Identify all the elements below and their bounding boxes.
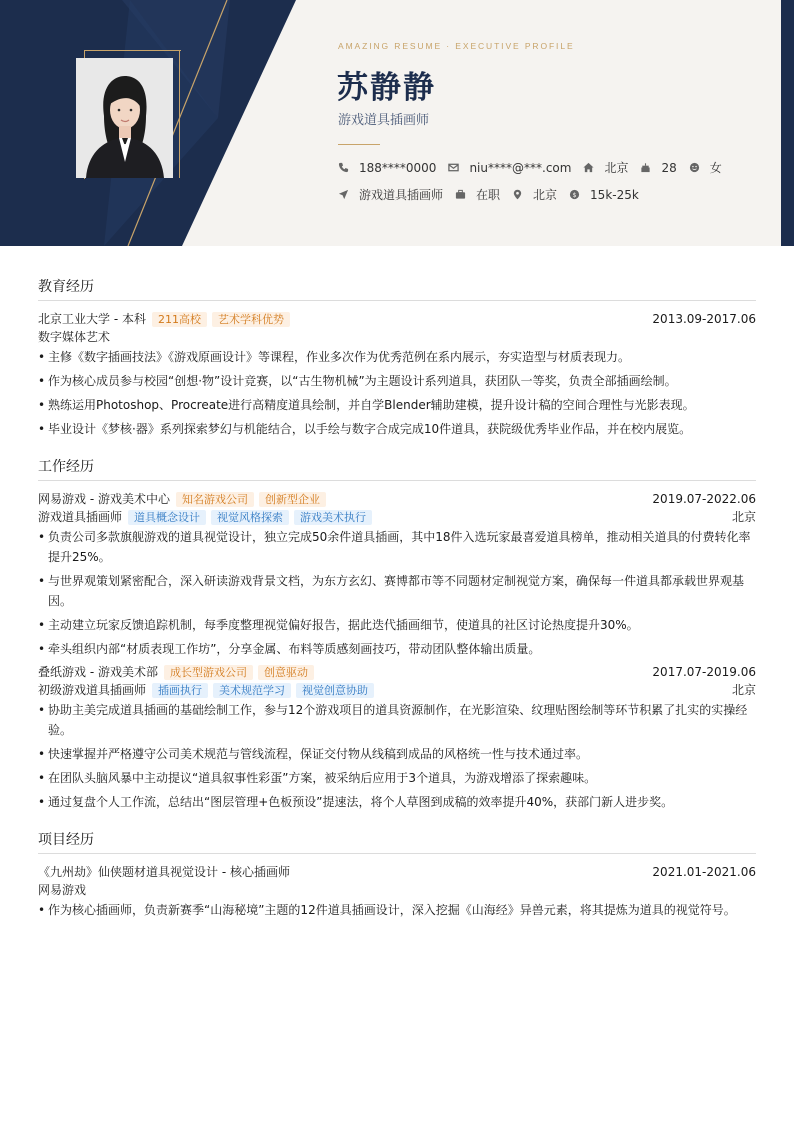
project-bullets [38,900,756,920]
school-tag: 艺术学科优势 [212,312,290,327]
avatar [76,58,173,178]
section-title: 项目经历 [38,829,756,854]
contact-gender: 女 [689,159,722,176]
skill-tag: 美术规范学习 [213,683,291,698]
job-position: 游戏道具插画师 [38,510,123,524]
job-bullets [38,527,756,659]
skill-tag: 道具概念设计 [128,510,206,525]
job-company-row [38,663,756,681]
list-item: • 熟练运用Photoshop、Procreate进行高精度道具绘制，并自学Blender辅助建模，提升设计稿的空间合理性与光影表现。 [38,395,756,415]
resume-header [0,0,794,246]
job-position-row [38,681,756,699]
list-item: • 作为核心插画师，负责新赛季“山海秘境”主题的12件道具插画设计，深入挖掘《山海经》异兽元素，将其提炼为道具的视觉符号。 [38,900,756,920]
job-position-row [38,508,756,526]
contact-email: niu****@***.com [448,161,571,175]
project-company: 网易游戏 [38,883,87,897]
education-section [38,276,756,439]
list-item: • 作为核心成员参与校园“创想·物”设计竞赛，以“古生物机械”为主题设计系列道具，获团队一等奖，负责全部插画绘制。 [38,371,756,391]
list-item: • 牵头组织内部“材质表现工作坊”，分享金属、布料等质感刻画技巧，带动团队整体输出质量。 [38,639,756,659]
skill-tag: 视觉风格探索 [211,510,289,525]
phone-icon [338,162,349,173]
company-tag: 创新型企业 [259,492,326,507]
header-divider [338,144,380,145]
job-intent-row [338,186,651,203]
education-header [38,310,756,328]
salary-icon [569,189,580,200]
photo-frame-edge [179,50,180,178]
skill-tag: 游戏美术执行 [294,510,372,525]
contact-phone: 188****0000 [338,161,436,175]
project-header [38,863,756,881]
company-tag: 成长型游戏公司 [164,665,253,680]
list-item: • 在团队头脑风暴中主动提议“道具叙事性彩蛋”方案，被采纳后应用于3个道具，为游戏增添了探索趣味。 [38,768,756,788]
contact-home: 北京 [583,159,628,176]
job-city: 北京 [731,510,756,524]
home-icon [583,162,594,173]
mail-icon [448,162,459,173]
education-date: 2013.09-2017.06 [652,312,756,326]
list-item: • 主修《数字插画技法》《游戏原画设计》等课程，作业多次作为优秀范例在系内展示，夯实造型与材质表现力。 [38,347,756,367]
intent-city: 北京 [512,186,557,203]
company-name: 叠纸游戏 - 游戏美术部 [38,665,158,679]
list-item: • 负责公司多款旗舰游戏的道具视觉设计，独立完成50余件道具插画，其中18件入选玩家最喜爱道具榜单，推动相关道具的付费转化率提升25%。 [38,527,756,567]
section-title: 教育经历 [38,276,756,301]
job-date: 2017.07-2019.06 [652,665,756,679]
cake-icon [640,162,651,173]
list-item: • 主动建立玩家反馈追踪机制，每季度整理视觉偏好报告，据此迭代插画细节，使道具的社区讨论热度提升30%。 [38,615,756,635]
svg-text:$: $ [572,190,577,199]
send-icon [338,189,349,200]
intent-status: 在职 [455,186,500,203]
company-name: 网易游戏 - 游戏美术中心 [38,492,170,506]
company-tag: 创意驱动 [258,665,314,680]
gender-icon [689,162,700,173]
job-entry [38,663,756,812]
work-section [38,456,756,812]
skill-tag: 插画执行 [152,683,208,698]
resume-body [38,276,756,937]
section-title: 工作经历 [38,456,756,481]
contact-info-row [338,159,734,176]
education-bullets [38,347,756,439]
job-date: 2019.07-2022.06 [652,492,756,506]
header-right-strip [781,0,794,246]
briefcase-icon [455,189,466,200]
skill-tag: 视觉创意协助 [296,683,374,698]
job-entry [38,490,756,659]
location-icon [512,189,523,200]
job-city: 北京 [731,683,756,697]
list-item: • 通过复盘个人工作流，总结出“图层管理+色板预设”提速法，将个人草图到成稿的效率提升40%，获部门新人进步奖。 [38,792,756,812]
project-section [38,829,756,920]
list-item: • 协助主美完成道具插画的基础绘制工作，参与12个游戏项目的道具资源制作，在光影渲染、纹理贴图绘制等环节积累了扎实的实操经验。 [38,700,756,740]
job-position: 初级游戏道具插画师 [38,683,147,697]
project-date: 2021.01-2021.06 [652,865,756,879]
project-name: 《九州劫》仙侠题材道具视觉设计 - 核心插画师 [38,865,290,879]
candidate-name: 苏静静 [337,70,436,106]
header-tagline: AMAZING RESUME · EXECUTIVE PROFILE [338,41,575,51]
job-company-row [38,490,756,508]
intent-position: 游戏道具插画师 [338,186,443,203]
candidate-role: 游戏道具插画师 [338,113,430,128]
contact-age: 28 [640,161,676,175]
school-name: 北京工业大学 - 本科 [38,312,146,326]
job-bullets [38,700,756,812]
school-tag: 211高校 [152,312,207,327]
list-item: • 快速掌握并严格遵守公司美术规范与管线流程，保证交付物从线稿到成品的风格统一性与技术通过率。 [38,744,756,764]
list-item: • 与世界观策划紧密配合，深入研读游戏背景文档，为东方玄幻、赛博都市等不同题材定制视觉方案，确保每一件道具都承载世界观基因。 [38,571,756,611]
education-major: 数字媒体艺术 [38,330,111,344]
list-item: • 毕业设计《梦核·器》系列探索梦幻与机能结合，以手绘与数字合成完成10件道具，获院级优秀毕业作品，并在校内展览。 [38,419,756,439]
company-tag: 知名游戏公司 [176,492,254,507]
intent-salary: $ 15k-25k [569,188,639,202]
